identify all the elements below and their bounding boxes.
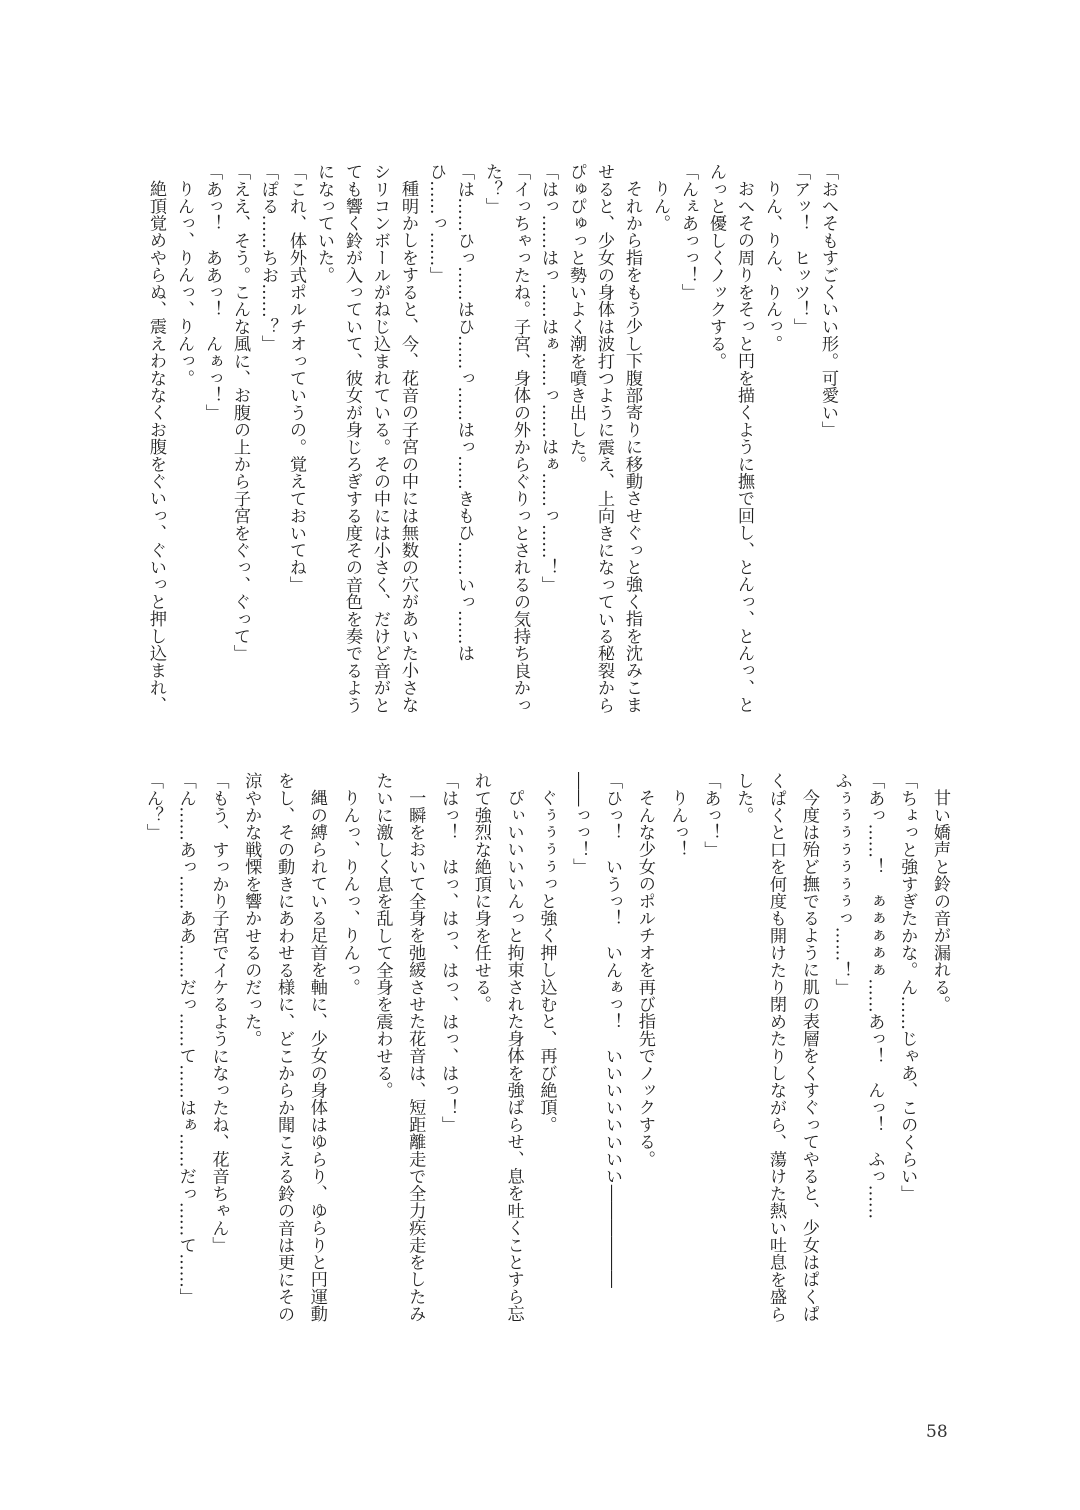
text-line: くぱくと口を何度も開けたり閉めたりしながら、蕩けた熱い吐息を盛ら: [766, 772, 787, 1323]
text-line: 「イっちゃったね。子宮、身体の外からぐりっとされるの気持ち良かっ: [510, 163, 530, 714]
text-line: おへその周りをそっと円を描くように撫で回し、とんっ、とんっ、と: [734, 180, 754, 714]
text-line: りん。: [650, 180, 670, 232]
text-line: ぴぃいいいいんっと拘束された身体を強ばらせ、息を吐くことすら忘: [503, 789, 524, 1323]
text-line: ふぅぅぅぅぅぅぅっ……！」: [831, 772, 852, 996]
text-line: そんな少女のポルチオを再び指先でノックする。: [634, 789, 655, 1168]
text-line: 種明かしをすると、今、花音の子宮の中には無数の穴があいた小さな: [398, 180, 418, 714]
text-line: んっと優しくノックする。: [706, 163, 726, 370]
text-line: 一瞬をおいて全身を弛緩させた花音は、短距離走で全力疾走をしたみ: [405, 789, 426, 1323]
text-line: 「ちょっと強すぎたかな。ん……じゃあ、このくらい」: [897, 772, 918, 1202]
text-line: 絶頂覚めやらぬ、震えわななくお腹をぐいっ、ぐいっと押し込まれ、: [146, 180, 166, 714]
text-line: 「あっ！ ああっ！ んぁっ！」: [202, 163, 222, 421]
text-line: 縄の縛られている足首を軸に、少女の身体はゆらり、ゆらりと円運動: [306, 789, 327, 1323]
text-line: 今度は殆ど撫でるように肌の表層をくすぐってやると、少女はぱくぱ: [798, 789, 819, 1323]
text-line: ても響く鈴が入っていて、彼女が身じろぎする度その音色を奏でるよう: [342, 163, 362, 714]
text-line: 「はっ！ はっ、はっ、はっ、はっ、はっ！」: [438, 772, 459, 1134]
text-block-bottom: [136, 772, 956, 1352]
text-line: りんっ！: [667, 789, 688, 858]
text-line: 「ええ、そう。こんな風に、お腹の上から子宮をぐっ、ぐって」: [230, 163, 250, 662]
text-line: 「ん？」: [142, 772, 163, 841]
text-line: シリコンボールがねじ込まれている。その中には小さく、だけど音がと: [370, 163, 390, 714]
text-line: せると、少女の身体は波打つように震え、上向きになっている秘裂から: [594, 163, 614, 714]
text-line: ――っっ！」: [569, 772, 590, 876]
text-line: りん、りん、りんっ。: [762, 180, 782, 353]
text-line: それから指をもう少し下腹部寄りに移動させぐっと強く指を沈みこま: [622, 180, 642, 714]
text-line: た？」: [482, 163, 502, 215]
text-line: 「は……ひっ……はひ……っ……はっ……きもひ……いっ……は: [454, 163, 474, 662]
text-line: 「はっ……はっ……はぁ……っ……はぁ……っ……！」: [538, 163, 558, 593]
text-line: 「おへそもすごくいい形。可愛い」: [818, 163, 838, 439]
text-line: ひ……っ……」: [426, 163, 446, 284]
text-line: になっていた。: [314, 163, 334, 284]
text-line: 「アッ！ ヒッツ！」: [790, 163, 810, 335]
text-line: ぐぅぅぅぅっと強く押し込むと、再び絶頂。: [536, 789, 557, 1134]
text-line: りんっ、りんっ、りんっ。: [174, 180, 194, 387]
text-line: 「あっ！」: [700, 772, 721, 858]
page-number: 58: [926, 1422, 948, 1442]
text-line: 「ぽる……ちお……？」: [258, 163, 278, 353]
text-line: 「あっ……！ ぁぁぁぁぁ……あっ！ んっ！ ふっ……: [864, 772, 885, 1220]
text-line: 甘い嬌声と鈴の音が漏れる。: [930, 789, 950, 1013]
text-line: 「もう、すっかり子宮でイケるようになったね、花音ちゃん」: [208, 772, 229, 1254]
text-line: 涼やかな戦慄を響かせるのだった。: [241, 772, 262, 1048]
text-line: りんっ、りんっ、りんっ。: [339, 789, 360, 996]
text-line: れて強烈な絶頂に身を任せる。: [470, 772, 491, 1013]
text-line: ぴゅぴゅっと勢いよく潮を噴き出した。: [566, 163, 586, 473]
text-line: 「ひっ！ いうっ！ いんぁっ！ いいいいいいいい――――――: [602, 772, 623, 1288]
text-line: たいに激しく息を乱して全身を震わせる。: [372, 772, 393, 1099]
text-line: 「んぇあっっ！」: [678, 163, 698, 301]
text-line: 「これ、体外式ポルチオっていうの。覚えておいてね」: [286, 163, 306, 593]
text-block-top: [142, 163, 842, 743]
text-line: をし、その動きにあわせる様に、どこからか聞こえる鈴の音は更にその: [274, 772, 295, 1323]
text-line: 「ん……あっ……ああ……だっ……て……はぁ……だっ……て……」: [175, 772, 196, 1305]
text-line: した。: [733, 772, 754, 824]
